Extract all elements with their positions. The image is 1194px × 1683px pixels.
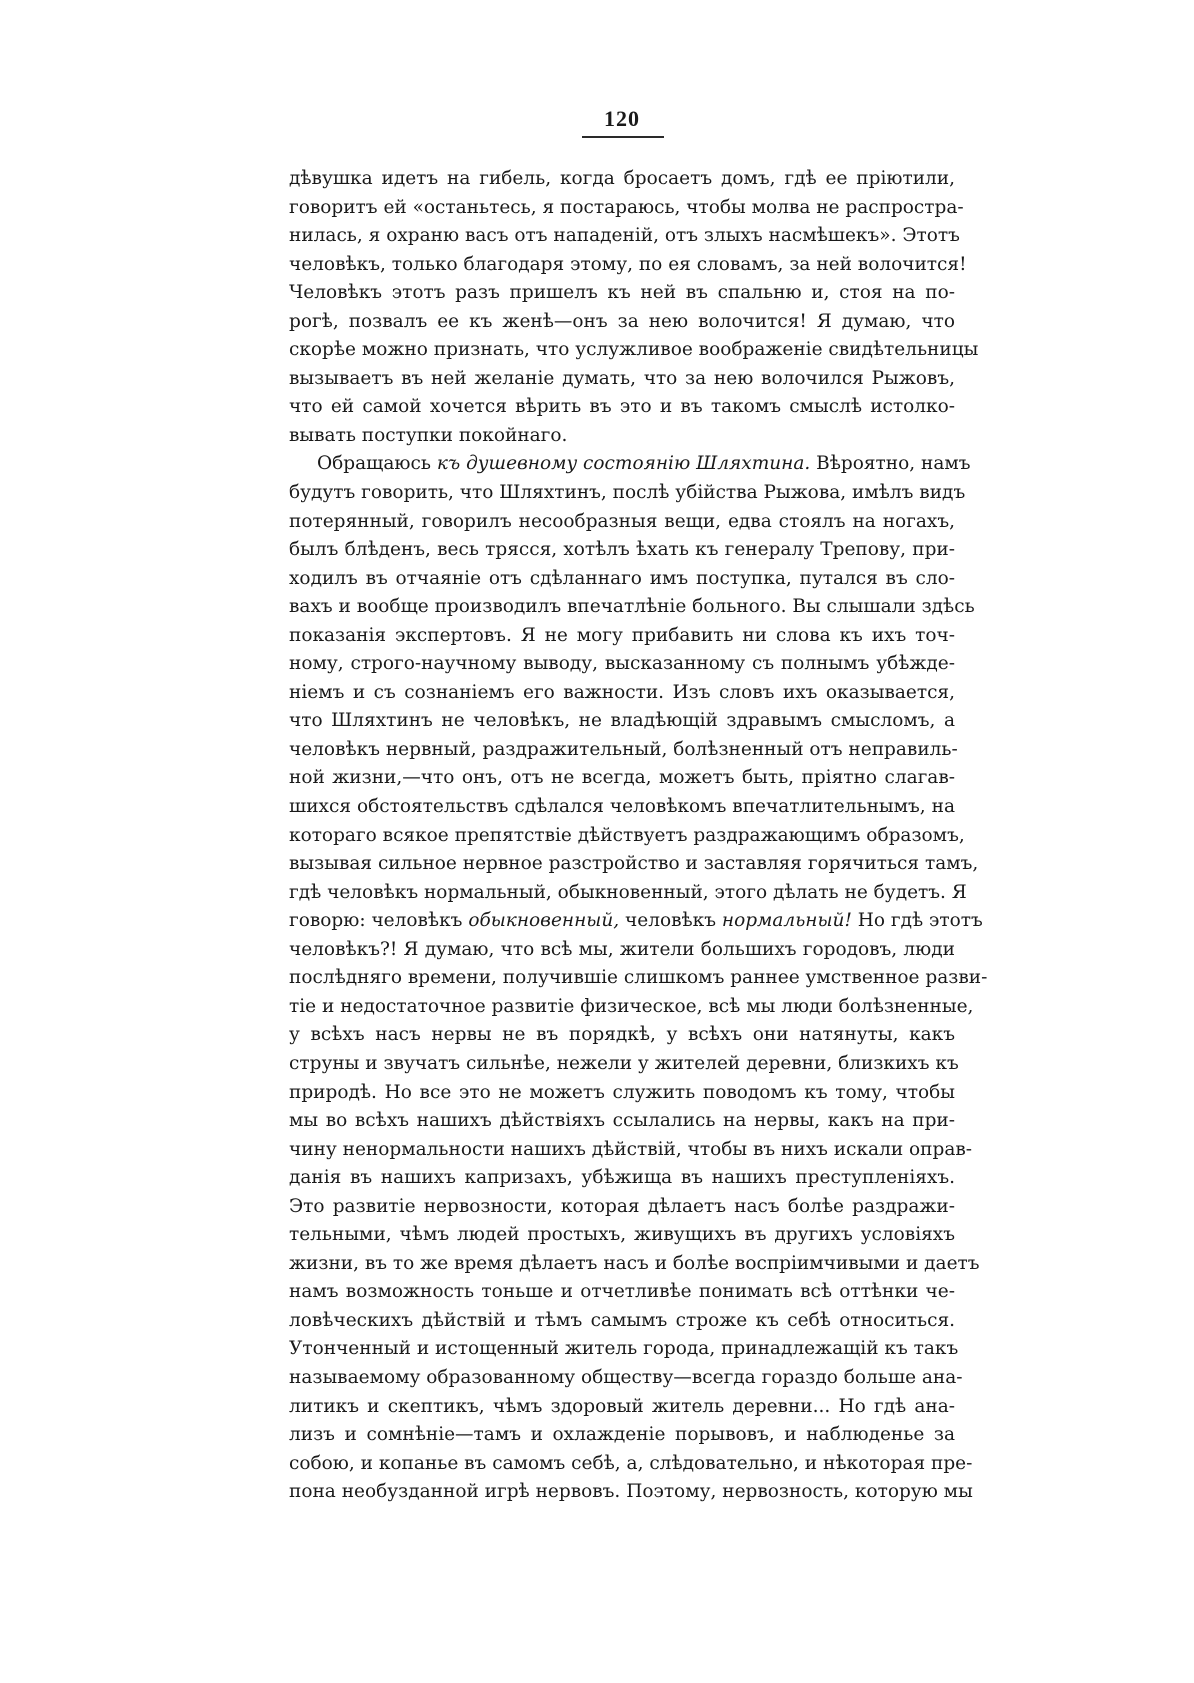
text-line: гдѣ человѣкъ нормальный, обыкновенный, этого дѣлать не будетъ. Я bbox=[289, 881, 967, 903]
text-line: у всѣхъ насъ нервы не въ порядкѣ, у всѣхъ они натянуты, какъ bbox=[289, 1024, 955, 1046]
text-line: природѣ. Но все это не можетъ служить поводомъ къ тому, чтобы bbox=[289, 1081, 955, 1103]
text-line: дѣвушка идетъ на гибель, когда бросаетъ домъ, гдѣ ее пріютили, bbox=[289, 168, 955, 189]
text-line: пона необузданной игрѣ нервовъ. Поэтому, нервозность, которую мы bbox=[289, 1481, 973, 1503]
body-text bbox=[289, 165, 988, 1507]
text-line: литикъ и скептикъ, чѣмъ здоровый житель деревни... Но гдѣ ана- bbox=[289, 1395, 955, 1417]
paragraph-1 bbox=[289, 165, 979, 450]
text-line: котораго всякое препятствіе дѣйствуетъ раздражающимъ образомъ, bbox=[289, 824, 965, 846]
text-line: что Шляхтинъ не человѣкъ, не владѣющій здравымъ смысломъ, а bbox=[289, 710, 955, 732]
text-line: потерянный, говорилъ несообразныя вещи, едва стоялъ на ногахъ, bbox=[289, 510, 955, 532]
text-line: Человѣкъ этотъ разъ пришелъ къ ней въ спальню и, стоя на по- bbox=[289, 282, 955, 304]
text-line: тіе и недостаточное развитіе физическое, всѣ мы люди болѣзненные, bbox=[289, 995, 974, 1017]
text-line: струны и звучатъ сильнѣе, нежели у жителей деревни, близкихъ къ bbox=[289, 1052, 959, 1074]
text-line: собою, и копанье въ самомъ себѣ, а, слѣдовательно, и нѣкоторая пре- bbox=[289, 1452, 973, 1474]
text-line: Это развитіе нервозности, которая дѣлаетъ насъ болѣе раздражи- bbox=[289, 1195, 955, 1217]
text-line: тельными, чѣмъ людей простыхъ, живущихъ въ другихъ условіяхъ bbox=[289, 1224, 955, 1246]
text-line: вызываетъ въ ней желаніе думать, что за нею волочился Рыжовъ, bbox=[289, 367, 955, 389]
text-line: говоритъ ей «останьтесь, я постараюсь, чтобы молва не распростра- bbox=[289, 196, 964, 218]
text-line: показанія экспертовъ. Я не могу прибавить ни слова къ ихъ точ- bbox=[289, 624, 955, 646]
page-number: 120 bbox=[604, 106, 640, 131]
text-line: жизни, въ то же время дѣлаетъ насъ и болѣе воспріимчивыми и даетъ bbox=[289, 1252, 980, 1274]
text-line: человѣкъ, только благодаря этому, по ея словамъ, за ней волочится! bbox=[289, 253, 967, 275]
text-line: вахъ и вообще производилъ впечатлѣніе больного. Вы слышали здѣсь bbox=[289, 596, 975, 618]
text-line: скорѣе можно признать, что услужливое воображеніе свидѣтельницы bbox=[289, 339, 979, 361]
text-line: данія въ нашихъ капризахъ, убѣжища въ нашихъ преступленіяхъ. bbox=[289, 1167, 955, 1189]
text-line: ніемъ и съ сознаніемъ его важности. Изъ словъ ихъ оказывается, bbox=[289, 681, 955, 703]
paragraph-2 bbox=[289, 450, 988, 1506]
text-line: ному, строго-научному выводу, высказанному съ полнымъ убѣжде- bbox=[289, 653, 955, 675]
text-line: лизъ и сомнѣніе—тамъ и охлажденіе порывовъ, и наблюденье за bbox=[289, 1424, 955, 1446]
text-line: чину ненормальности нашихъ дѣйствій, чтобы въ нихъ искали оправ- bbox=[289, 1138, 973, 1160]
text-line: называемому образованному обществу—всегда гораздо больше ана- bbox=[289, 1366, 963, 1388]
text-line: шихся обстоятельствъ сдѣлался человѣкомъ впечатлительнымъ, на bbox=[289, 796, 955, 818]
text-line: намъ возможность тоньше и отчетливѣе понимать всѣ оттѣнки че- bbox=[289, 1281, 955, 1303]
text-line: былъ блѣденъ, весь трясся, хотѣлъ ѣхать къ генералу Трепову, при- bbox=[289, 539, 955, 561]
text-line: вывать поступки покойнаго. bbox=[289, 424, 568, 446]
text-line: ной жизни,—что онъ, отъ не всегда, можетъ быть, пріятно слагав- bbox=[289, 767, 955, 789]
page-number-rule bbox=[582, 136, 664, 138]
text-line: человѣкъ нервный, раздражительный, болѣзненный отъ неправиль- bbox=[289, 738, 958, 760]
text-line: вызывая сильное нервное разстройство и заставляя горячиться тамъ, bbox=[289, 853, 979, 875]
text-line: мы во всѣхъ нашихъ дѣйствіяхъ ссылались на нервы, какъ на при- bbox=[289, 1110, 955, 1132]
text-line: ловѣческихъ дѣйствій и тѣмъ самымъ строже къ себѣ относиться. bbox=[289, 1309, 955, 1331]
text-line: человѣкъ?! Я думаю, что всѣ мы, жители большихъ городовъ, люди bbox=[289, 938, 955, 960]
text-line: послѣдняго времени, получившіе слишкомъ раннее умственное разви- bbox=[289, 967, 988, 989]
text-line: говорю: человѣкъ обыкновенный, человѣкъ нормальный! Но гдѣ этотъ bbox=[289, 910, 983, 932]
text-line: будутъ говорить, что Шляхтинъ, послѣ убійства Рыжова, имѣлъ видъ bbox=[289, 482, 966, 504]
text-line: что ей самой хочется вѣрить въ это и въ такомъ смыслѣ истолко- bbox=[289, 396, 955, 418]
text-line: ходилъ въ отчаяніе отъ сдѣланнаго имъ поступка, путался въ сло- bbox=[289, 567, 955, 589]
text-line: Обращаюсь къ душевному состоянію Шляхтина. Вѣроятно, намъ bbox=[317, 453, 971, 475]
text-line: Утонченный и истощенный житель города, принадлежащій къ такъ bbox=[289, 1338, 959, 1360]
text-line: нилась, я охраню васъ отъ нападеній, отъ злыхъ насмѣшекъ». Этотъ bbox=[289, 225, 960, 247]
text-line: рогѣ, позвалъ ее къ женѣ—онъ за нею волочится! Я думаю, что bbox=[289, 310, 955, 332]
